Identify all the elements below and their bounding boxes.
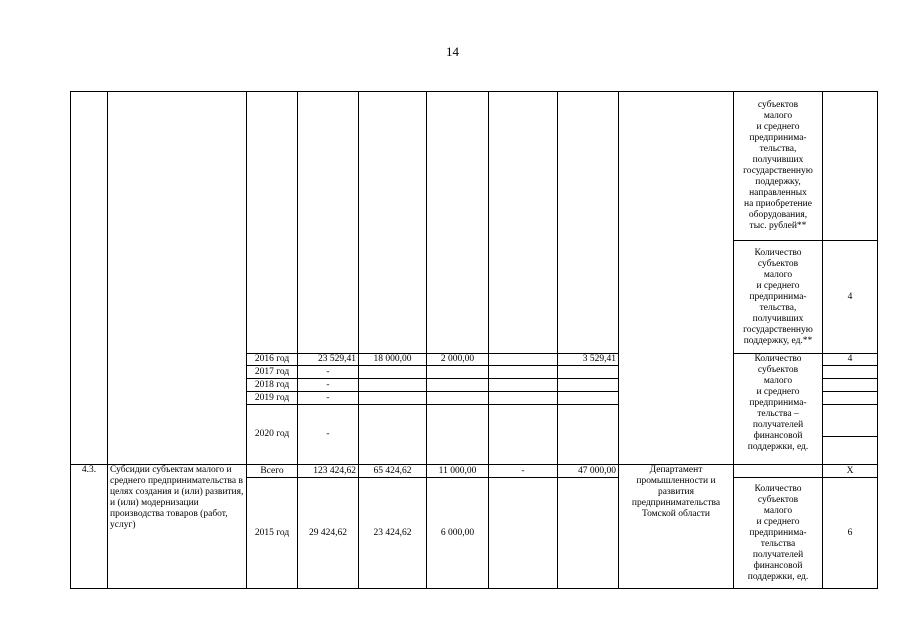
amount-total: -: [298, 392, 359, 405]
indicator-supported-count: Количество субъектов малого и среднего предпринима- тельства, получивших государственную поддержку, ед.**: [734, 241, 823, 354]
amount-other: 3 529,41: [558, 354, 619, 366]
indicator-equipment-cont: субъектов малого и среднего предпринима- тельства, получивших государственную поддержку, направленных на приобретение оборудования, тыс. рублей**: [734, 92, 823, 241]
amount-total: 29 424,62: [298, 478, 359, 589]
amount-federal: 18 000,00: [359, 354, 427, 366]
indicator-value: 4: [823, 241, 878, 354]
amount-total: -: [298, 379, 359, 392]
amount-local: -: [489, 465, 558, 478]
indicator-value: 6: [823, 478, 878, 589]
amount-regional: 6 000,00: [427, 478, 489, 589]
year-cell: 2018 год: [247, 379, 298, 392]
indicator-recipients: Количество субъектов малого и среднего предпринима- тельства – получателей финансовой поддержки, ед.: [734, 354, 823, 465]
indicator-value: Х: [823, 465, 878, 478]
amount-total: 23 529,41: [298, 354, 359, 366]
indicator-value: 4: [823, 354, 878, 366]
year-cell: 2020 год: [247, 405, 298, 465]
year-cell: 2019 год: [247, 392, 298, 405]
amount-total: 123 424,62: [298, 465, 359, 478]
amount-federal: 23 424,62: [359, 478, 427, 589]
amount-total: -: [298, 366, 359, 379]
executor: Департамент промышленности и развития предпринимательства Томской области: [619, 465, 734, 589]
page-number: 14: [446, 44, 459, 59]
year-cell: Всего: [247, 465, 298, 478]
item-name: Субсидии субъектам малого и среднего предпринимательства в целях создания и (или) развития, и (или) модернизации производства товаров (работ, услуг): [108, 465, 247, 589]
year-cell: 2015 год: [247, 478, 298, 589]
amount-other: 47 000,00: [558, 465, 619, 478]
program-table: [70, 91, 878, 589]
year-cell: 2017 год: [247, 366, 298, 379]
amount-regional: 11 000,00: [427, 465, 489, 478]
amount-federal: 65 424,62: [359, 465, 427, 478]
indicator-recipients: Количество субъектов малого и среднего предпринима- тельства получателей финансовой поддержки, ед.: [734, 478, 823, 589]
amount-total: -: [298, 405, 359, 465]
year-cell: 2016 год: [247, 354, 298, 366]
amount-regional: 2 000,00: [427, 354, 489, 366]
item-number: 4.3.: [71, 465, 108, 589]
